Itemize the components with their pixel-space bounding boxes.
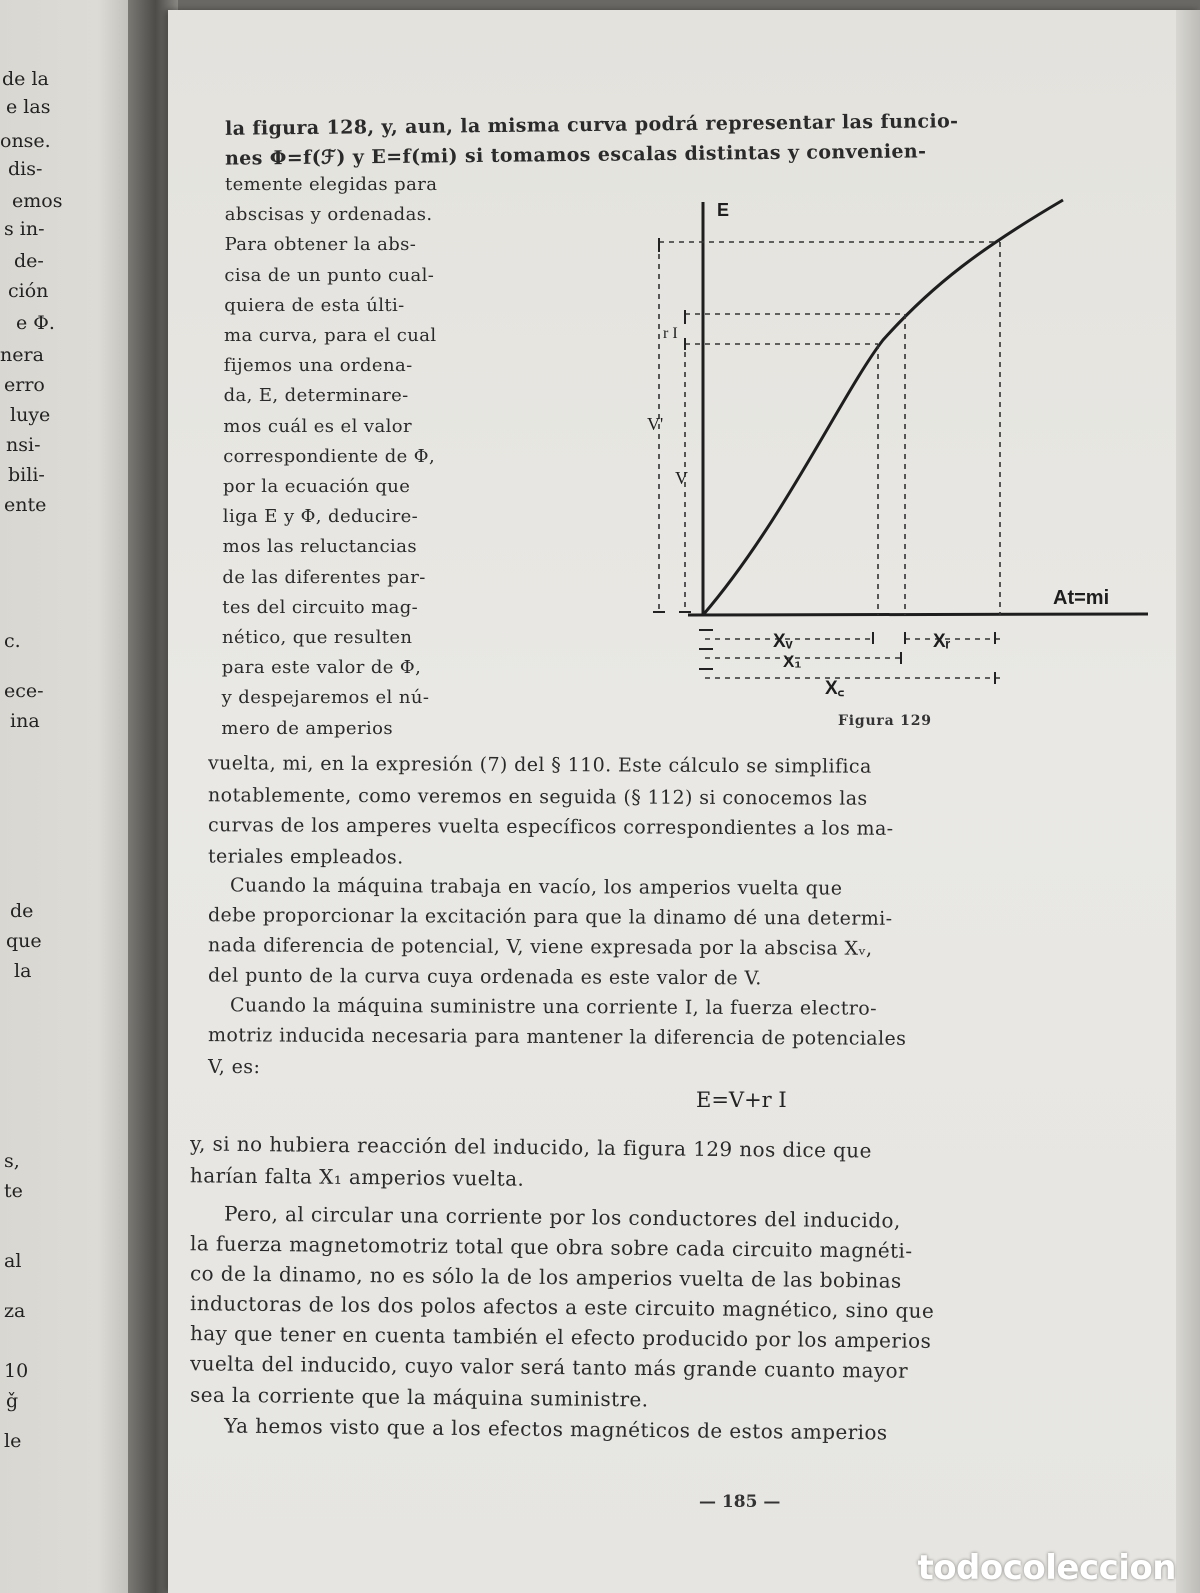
text-line: nes Φ=f(ℱ) y E=f(mi) si tomamos escalas distintas y convenien-	[224, 140, 927, 170]
label-v-prime: V'	[647, 414, 664, 434]
left-page-fragment: e las	[6, 96, 51, 118]
paragraph-line: sea la corriente que la máquina suministre.	[189, 1382, 649, 1412]
left-page-fragment: luye	[10, 404, 51, 426]
paragraph-line: notablemente, como veremos en seguida (§ 112) si conocemos las	[207, 784, 868, 810]
x-axis	[688, 614, 1148, 615]
left-page-fragment: ente	[4, 494, 47, 516]
left-page-fragment: ina	[10, 710, 40, 732]
paragraph-line: inductoras de los dos polos afectos a este circuito magnético, sino que	[189, 1291, 935, 1323]
narrow-text-line: mos cuál es el valor	[223, 415, 412, 437]
left-page-fragment: al	[4, 1250, 22, 1272]
watermark: todocoleccion	[917, 1548, 1176, 1588]
narrow-text-line: mos las reluctancias	[222, 536, 417, 558]
left-page-fragment: emos	[12, 190, 63, 212]
narrow-text-line: mero de amperios	[221, 717, 393, 739]
paragraph-line: teriales empleados.	[207, 845, 404, 869]
narrow-text-line: temente elegidas para	[225, 174, 438, 195]
left-page-fragment: de-	[14, 250, 44, 272]
narrow-text-line: de las diferentes par-	[222, 566, 426, 588]
left-page-fragment: e Φ.	[16, 312, 55, 334]
paragraph-line: V, es:	[207, 1055, 261, 1079]
left-page-fragment: ece-	[4, 680, 44, 702]
paragraph-line: vuelta, mi, en la expresión (7) del § 110. Este cálculo se simplifica	[207, 752, 872, 778]
left-page	[0, 0, 140, 1593]
dashed-guides	[659, 242, 1000, 678]
narrow-text-line: para este valor de Φ,	[221, 657, 422, 679]
narrow-text-line: y despejaremos el nú-	[221, 687, 430, 709]
left-page-fragment: za	[4, 1300, 26, 1322]
narrow-text-line: ma curva, para el cual	[224, 325, 437, 346]
left-page-fragment: s,	[4, 1150, 20, 1172]
narrow-text-line: tes del circuito mag-	[222, 596, 419, 618]
left-page-fragment: onse.	[0, 130, 51, 152]
left-page-fragment: de la	[2, 68, 49, 90]
label-v: V	[675, 468, 688, 488]
book-page	[168, 10, 1200, 1593]
label-x1: X₁	[783, 652, 802, 671]
magnetization-curve	[703, 200, 1063, 615]
label-xv: Xᵥ	[773, 631, 793, 652]
left-page-fragment: bili-	[8, 464, 45, 486]
y-axis-label: E	[717, 200, 730, 220]
paragraph-line: co de la dinamo, no es sólo la de los amperios vuelta de las bobinas	[189, 1261, 902, 1293]
formula: E=V+r I	[696, 1088, 787, 1112]
paragraph-line: vuelta del inducido, cuyo valor será tanto más grande cuanto mayor	[189, 1351, 909, 1383]
paragraph-line: debe proporcionar la excitación para que la dinamo dé una determi-	[207, 904, 893, 930]
paragraph-line: y, si no hubiera reacción del inducido, la figura 129 nos dice que	[189, 1131, 872, 1163]
paragraph-line: nada diferencia de potencial, V, viene expresada por la abscisa Xᵥ,	[207, 934, 873, 960]
paragraph-line: harían falta X₁ amperios vuelta.	[189, 1163, 525, 1191]
left-page-fragment: s in-	[4, 218, 45, 240]
left-page-fragment: nera	[0, 344, 44, 366]
left-page-fragment: ǧ	[6, 1390, 19, 1412]
left-page-fragment: te	[4, 1180, 23, 1202]
narrow-text-line: fijemos una ordena-	[223, 355, 413, 377]
label-ri: r I	[663, 325, 678, 342]
label-xc: X꜀	[825, 678, 845, 699]
left-page-fragment: 10	[4, 1360, 29, 1382]
narrow-text-line: Para obtener la abs-	[224, 234, 417, 256]
narrow-text-line: da, E, determinare-	[223, 385, 409, 407]
figure-svg	[633, 192, 1163, 737]
narrow-text-line: nético, que resulten	[222, 627, 413, 648]
left-page-fragment: nsi-	[6, 434, 41, 456]
narrow-text-line: por la ecuación que	[223, 476, 411, 497]
left-page-fragment: ción	[8, 280, 49, 302]
narrow-text-line: correspondiente de Φ,	[223, 445, 436, 467]
paragraph-line: la fuerza magnetomotriz total que obra sobre cada circuito magnéti-	[189, 1231, 913, 1263]
paragraph-line: curvas de los amperes vuelta específicos correspondientes a los ma-	[207, 814, 894, 840]
x-axis-label: At=mi	[1053, 587, 1110, 609]
text-line: la figura 128, y, aun, la misma curva podrá representar las funcio-	[224, 110, 959, 140]
label-xr: Xᵣ	[933, 631, 951, 652]
narrow-text-line: cisa de un punto cual-	[224, 264, 435, 286]
page-number: — 185 —	[699, 1492, 781, 1512]
paragraph-line: del punto de la curva cuya ordenada es este valor de V.	[207, 964, 762, 990]
narrow-text-line: liga E y Φ, deducire-	[222, 506, 419, 528]
figure-129	[633, 192, 1163, 737]
left-page-fragment: de	[10, 900, 34, 922]
narrow-text-line: abscisas y ordenadas.	[224, 204, 433, 226]
left-page-fragment: le	[4, 1430, 22, 1452]
left-page-fragment: la	[14, 960, 32, 982]
paragraph-line: Cuando la máquina suministre una corriente I, la fuerza electro-	[229, 994, 878, 1020]
paragraph-line: Pero, al circular una corriente por los conductores del inducido,	[223, 1201, 901, 1233]
figure-caption: Figura 129	[838, 713, 932, 729]
left-page-fragment: erro	[4, 374, 45, 396]
narrow-text-line: quiera de esta últi-	[224, 294, 405, 316]
paragraph-line: motriz inducida necesaria para mantener la diferencia de potenciales	[207, 1024, 907, 1050]
paragraph-line: Ya hemos visto que a los efectos magnéticos de estos amperios	[223, 1413, 888, 1445]
left-page-fragment: c.	[4, 630, 21, 652]
paragraph-line: hay que tener en cuenta también el efecto producido por los amperios	[189, 1321, 932, 1353]
left-page-fragment: que	[6, 930, 42, 952]
paragraph-line: Cuando la máquina trabaja en vacío, los amperios vuelta que	[229, 874, 843, 900]
page-edge	[1176, 10, 1200, 1593]
left-page-fragment: dis-	[8, 158, 43, 180]
